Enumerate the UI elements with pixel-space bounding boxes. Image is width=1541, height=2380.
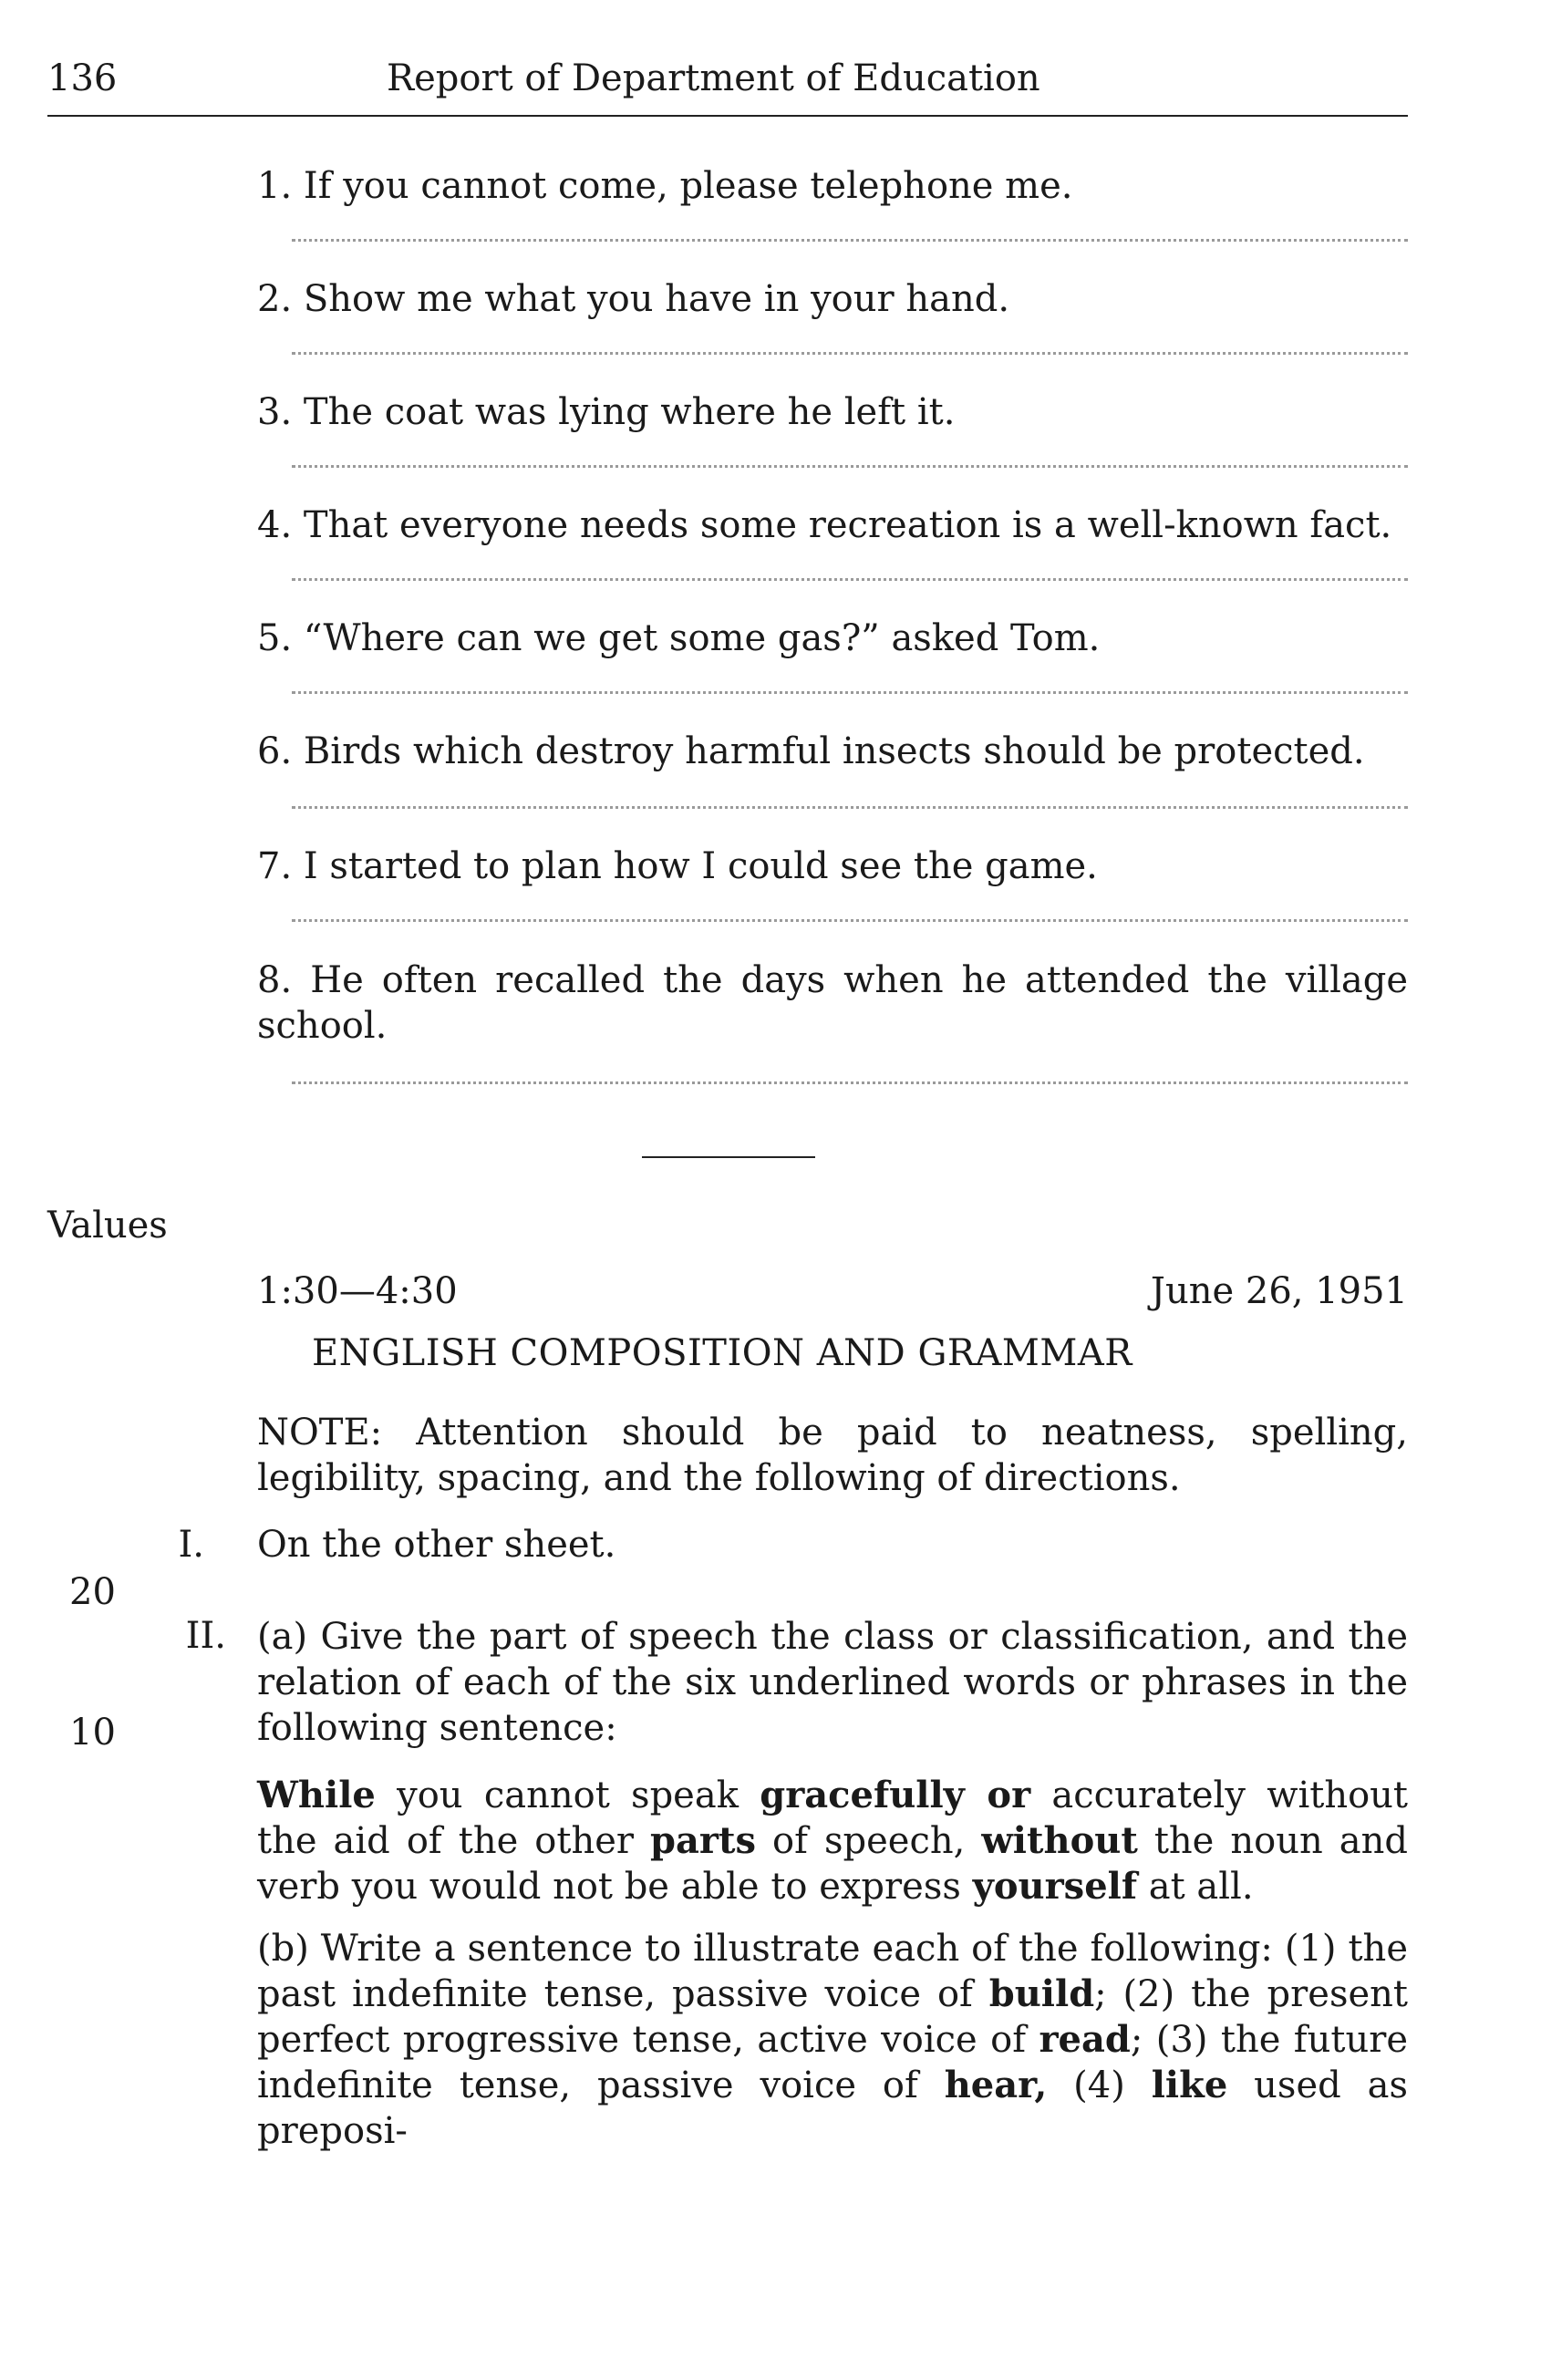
answer-line-2 [292,352,1408,355]
page-number: 136 [47,57,118,99]
values-column-heading: Values [47,1205,168,1247]
exam-date: June 26, 1951 [1150,1270,1408,1312]
question-2-value: 10 [69,1712,116,1754]
example-sentence: While you cannot speak gracefully or accurately without the aid of the other parts of speech, without the noun and verb you would not be able to express yourself at all. [257,1774,1409,1908]
sentence-2: 2. Show me what you have in your hand. [257,278,1010,320]
exam-title: ENGLISH COMPOSITION AND GRAMMAR [312,1332,1132,1374]
question-1-text: On the other sheet. [257,1524,616,1566]
sentence-5: 5. “Where can we get some gas?” asked Tom. [257,617,1101,659]
answer-line-3 [292,465,1408,468]
answer-line-6 [292,806,1408,809]
answer-line-1 [292,239,1408,242]
question-2-part-b: (b) Write a sentence to illustrate each of the following: (1) the past indefinite tense, passive voice of build; (2) the present perfect progressive tense, active voice of read; (3) the future indefinite tense, passive voice of hear, (4) like used as preposi- [257,1928,1409,2152]
exam-note: NOTE: Attention should be paid to neatness, spelling, legibility, spacing, and the following of directions. [257,1412,1408,1499]
running-head: Report of Department of Education [387,57,1040,99]
question-2-text: (a) Give the part of speech the class or classification, and the relation of each of the six underlined words or phrases in the following sentence: [257,1616,1408,1749]
sentence-8: 8. He often recalled the days when he attended the village school. [257,959,1408,1047]
question-1-numeral: I. [178,1524,204,1566]
answer-line-8 [292,1081,1408,1084]
question-2-numeral: II. [185,1615,226,1657]
exam-time: 1:30—4:30 [257,1270,458,1312]
sentence-7: 7. I started to plan how I could see the game. [257,845,1098,887]
question-1-value: 20 [69,1571,116,1613]
header-rule [47,115,1408,117]
answer-line-7 [292,919,1408,922]
sentence-1: 1. If you cannot come, please telephone me. [257,165,1073,207]
answer-line-4 [292,578,1408,581]
sentence-6: 6. Birds which destroy harmful insects should be protected. [257,730,1365,772]
answer-line-5 [292,691,1408,694]
sentence-3: 3. The coat was lying where he left it. [257,391,956,433]
sentence-4: 4. That everyone needs some recreation is a well-known fact. [257,504,1392,546]
section-divider [642,1156,815,1158]
